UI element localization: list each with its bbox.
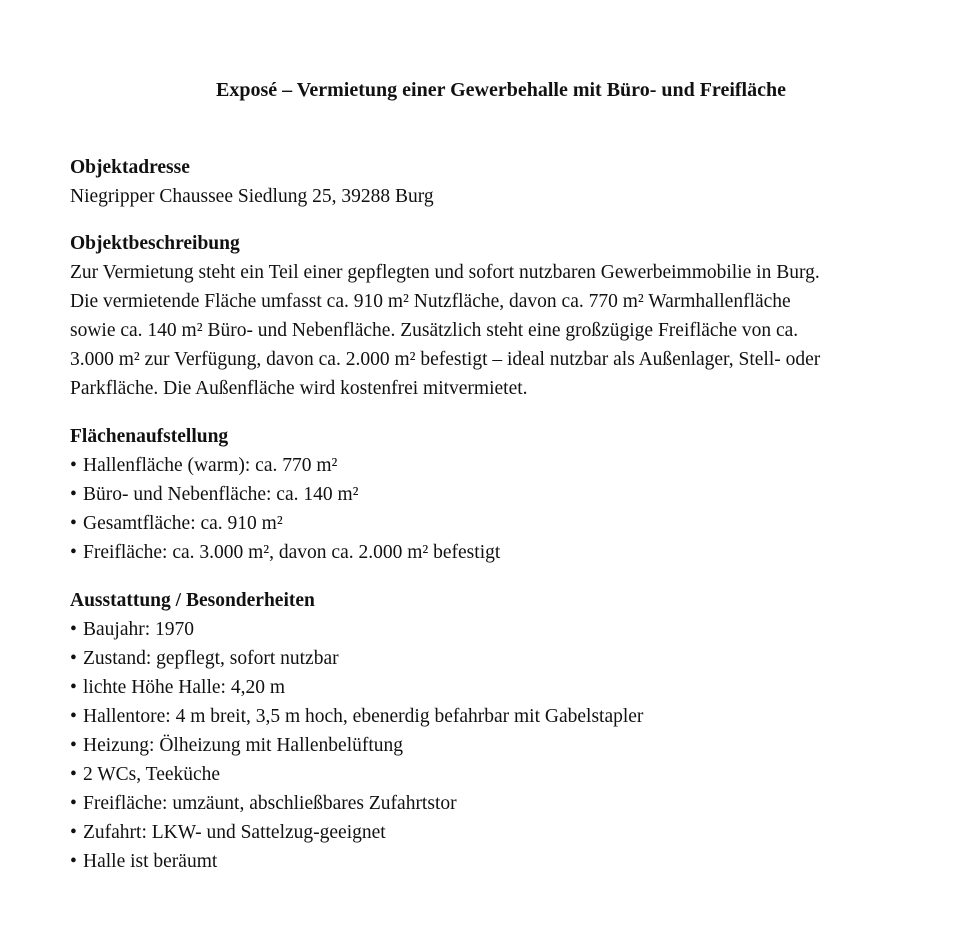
description-line: Zur Vermietung steht ein Teil einer gepflegten und sofort nutzbaren Gewerbeimmobilie in Burg. bbox=[70, 262, 820, 283]
bullet-icon: • bbox=[70, 484, 77, 505]
description-heading: Objektbeschreibung bbox=[70, 233, 240, 254]
list-item bbox=[70, 818, 940, 847]
area-section bbox=[70, 423, 940, 567]
bullet-icon: • bbox=[70, 677, 77, 698]
bullet-icon: • bbox=[70, 793, 77, 814]
bullet-icon: • bbox=[70, 648, 77, 669]
address-section bbox=[70, 154, 940, 211]
list-item bbox=[70, 789, 940, 818]
list-item bbox=[70, 644, 940, 673]
list-item bbox=[70, 673, 940, 702]
list-item bbox=[70, 538, 940, 567]
area-list bbox=[70, 451, 940, 567]
description-line: Die vermietende Fläche umfasst ca. 910 m² Nutzfläche, davon ca. 770 m² Warmhallenfläche bbox=[70, 291, 791, 312]
list-item-text: Halle ist beräumt bbox=[83, 851, 218, 872]
address-text: Niegripper Chaussee Siedlung 25, 39288 Burg bbox=[70, 186, 434, 207]
bullet-icon: • bbox=[70, 619, 77, 640]
bullet-icon: • bbox=[70, 706, 77, 727]
list-item bbox=[70, 451, 940, 480]
description-line: Parkfläche. Die Außenfläche wird kostenfrei mitvermietet. bbox=[70, 378, 528, 399]
list-item-text: Büro- und Nebenfläche: ca. 140 m² bbox=[83, 484, 359, 505]
list-item-text: Zustand: gepflegt, sofort nutzbar bbox=[83, 648, 339, 669]
area-heading: Flächenaufstellung bbox=[70, 426, 229, 447]
features-list bbox=[70, 615, 940, 876]
list-item-text: Freifläche: ca. 3.000 m², davon ca. 2.000 m² befestigt bbox=[83, 542, 501, 563]
list-item-text: Freifläche: umzäunt, abschließbares Zufahrtstor bbox=[83, 793, 457, 814]
bullet-icon: • bbox=[70, 513, 77, 534]
list-item bbox=[70, 731, 940, 760]
description-line: sowie ca. 140 m² Büro- und Nebenfläche. Zusätzlich steht eine großzügige Freifläche von ca. bbox=[70, 320, 799, 341]
features-heading: Ausstattung / Besonderheiten bbox=[70, 590, 315, 611]
bullet-icon: • bbox=[70, 764, 77, 785]
list-item bbox=[70, 480, 940, 509]
list-item bbox=[70, 509, 940, 538]
list-item-text: Gesamtfläche: ca. 910 m² bbox=[83, 513, 283, 534]
address-heading: Objektadresse bbox=[70, 157, 190, 178]
list-item-text: 2 WCs, Teeküche bbox=[83, 764, 221, 785]
list-item-text: Hallentore: 4 m breit, 3,5 m hoch, ebenerdig befahrbar mit Gabelstapler bbox=[83, 706, 644, 727]
list-item-text: lichte Höhe Halle: 4,20 m bbox=[83, 677, 285, 698]
list-item-text: Zufahrt: LKW- und Sattelzug-geeignet bbox=[83, 822, 386, 843]
list-item bbox=[70, 615, 940, 644]
list-item bbox=[70, 760, 940, 789]
list-item-text: Hallenfläche (warm): ca. 770 m² bbox=[83, 455, 338, 476]
bullet-icon: • bbox=[70, 822, 77, 843]
description-section bbox=[70, 230, 940, 403]
list-item-text: Baujahr: 1970 bbox=[83, 619, 195, 640]
list-item bbox=[70, 702, 940, 731]
document-title: Exposé – Vermietung einer Gewerbehalle mit Büro- und Freifläche bbox=[216, 79, 786, 101]
description-line: 3.000 m² zur Verfügung, davon ca. 2.000 m² befestigt – ideal nutzbar als Außenlager, Stell- oder bbox=[70, 349, 821, 370]
bullet-icon: • bbox=[70, 851, 77, 872]
bullet-icon: • bbox=[70, 735, 77, 756]
list-item bbox=[70, 847, 940, 876]
features-section bbox=[70, 587, 940, 876]
list-item-text: Heizung: Ölheizung mit Hallenbelüftung bbox=[83, 735, 404, 756]
bullet-icon: • bbox=[70, 455, 77, 476]
bullet-icon: • bbox=[70, 542, 77, 563]
